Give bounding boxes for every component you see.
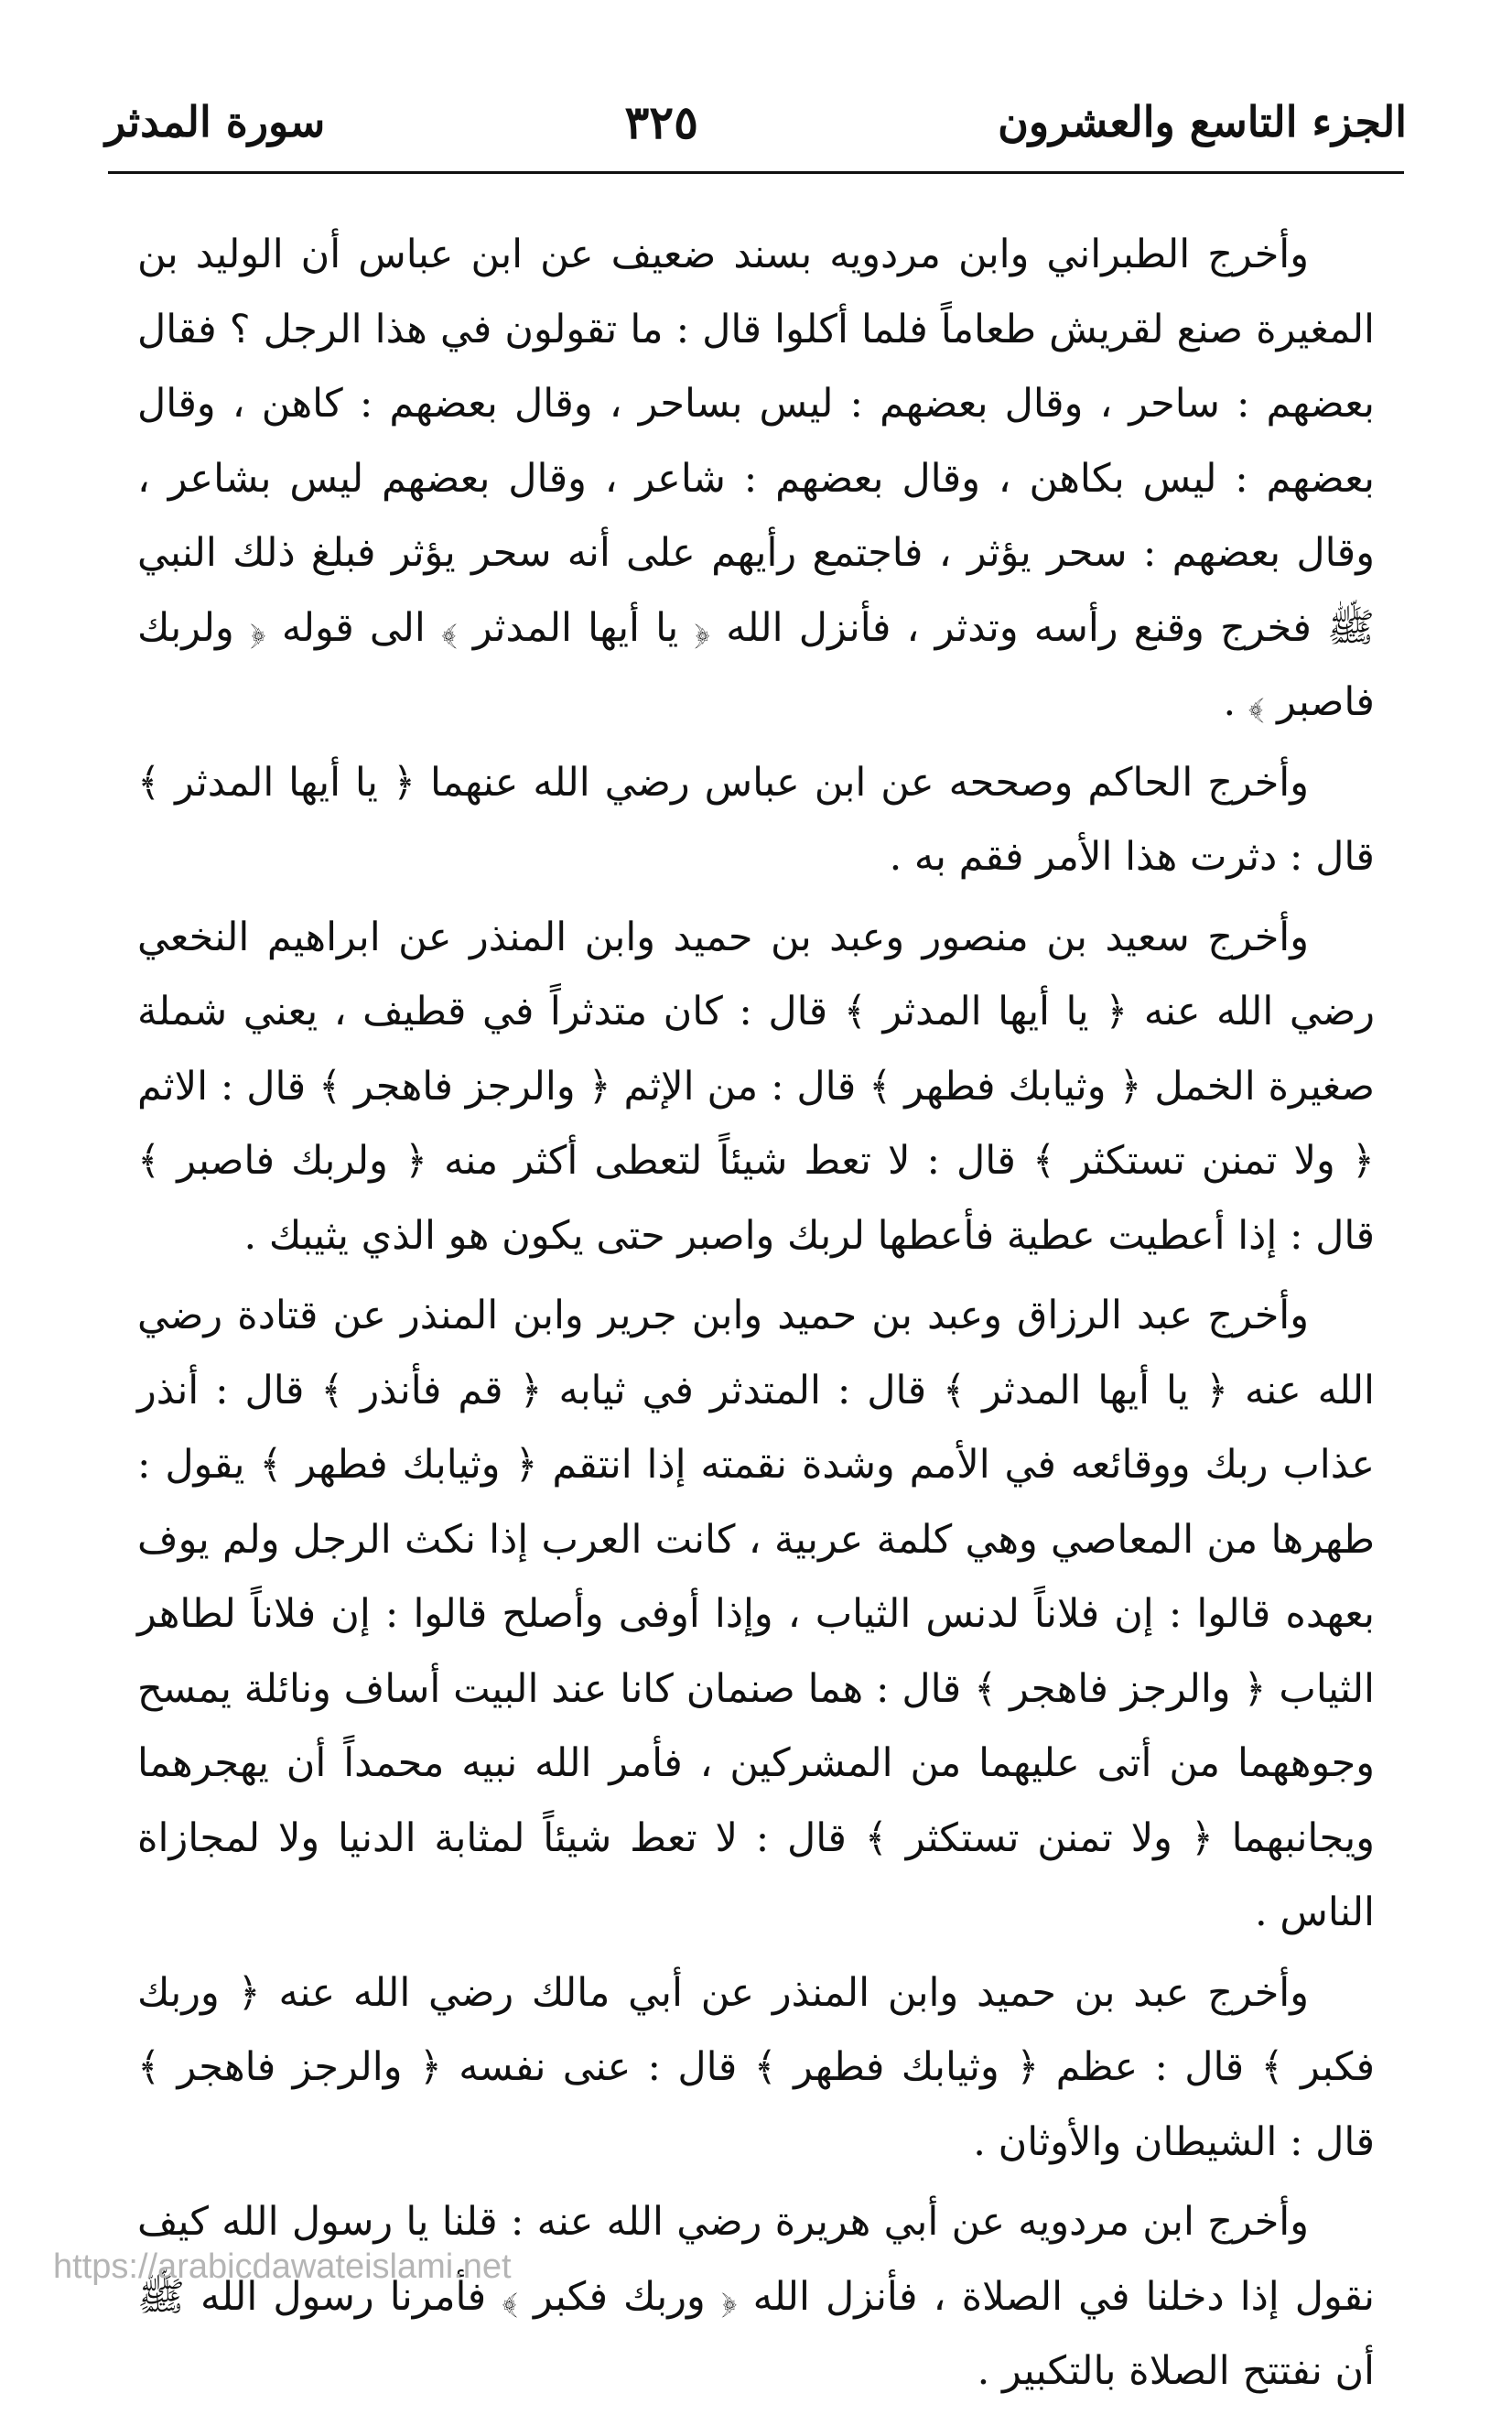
paragraph: وأخرج سعيد بن منصور وعبد بن حميد وابن المنذر عن ابراهيم النخعي رضي الله عنه ﴿ يا أيها المدثر ﴾ قال : كان متدثراً في قطيف ، يعني شملة صغيرة الخمل ﴿ وثيابك فطهر ﴾ قال : من الإثم ﴿ والرجز فاهجر ﴾ قال : الاثم ﴿ ولا تمنن تستكثر ﴾ قال : لا تعط شيئاً لتعطى أكثر منه ﴿ ولربك فاصبر ﴾ قال : إذا أعطيت عطية فأعطها لربك واصبر حتى يكون هو الذي يثيبك .	[137, 914, 1375, 1259]
page-header	[105, 81, 1407, 163]
juz-title: الجزء التاسع والعشرون	[998, 97, 1407, 146]
paragraph: وأخرج الحاكم وصححه عن ابن عباس رضي الله عنهما ﴿ يا أيها المدثر ﴾ قال : دثرت هذا الأمر فقم به .	[137, 759, 1375, 880]
paragraph: وأخرج عبد الرزاق وعبد بن حميد وابن جرير وابن المنذر عن قتادة رضي الله عنه ﴿ يا أيها المدثر ﴾ قال : المتدثر في ثيابه ﴿ قم فأنذر ﴾ قال : أنذر عذاب ربك ووقائعه في الأمم وشدة نقمته إذا انتقم ﴿ وثيابك فطهر ﴾ يقول : طهرها من المعاصي وهي كلمة عربية ، كانت العرب إذا نكث الرجل ولم يوف بعهده قالوا : إن فلاناً لدنس الثياب ، وإذا أوفى وأصلح قالوا : إن فلاناً لطاهر الثياب ﴿ والرجز فاهجر ﴾ قال : هما صنمان كانا عند البيت أساف ونائلة يمسح وجوههما من أتى عليهما من المشركين ، فأمر الله نبيه محمداً أن يهجرهما ويجانبهما ﴿ ولا تمنن تستكثر ﴾ قال : لا تعط شيئاً لمثابة الدنيا ولا لمجازاة الناس .	[137, 1293, 1375, 1935]
page-number: ٣٢٥	[624, 94, 699, 149]
watermark-url: https://arabicdawateislami.net	[53, 2247, 512, 2286]
page-body	[137, 218, 1375, 2415]
surah-title: سورة المدثر	[105, 97, 326, 146]
paragraph: وأخرج عبد بن حميد وابن المنذر عن أبي مالك رضي الله عنه ﴿ وربك فكبر ﴾ قال : عظم ﴿ وثيابك فطهر ﴾ قال : عنى نفسه ﴿ والرجز فاهجر ﴾ قال : الشيطان والأوثان .	[137, 1969, 1375, 2165]
paragraph: وأخرج ابن مردويه عن أبي هريرة رضي الله عنه : قلنا يا رسول الله كيف نقول إذا دخلنا في الصلاة ، فأنزل الله ﴿ وربك فكبر ﴾ فأمرنا رسول الله ﷺ أن نفتتح الصلاة بالتكبير .	[137, 2199, 1375, 2394]
paragraph: وأخرج الطبراني وابن مردويه بسند ضعيف عن ابن عباس أن الوليد بن المغيرة صنع لقريش طعاماً فلما أكلوا قال : ما تقولون في هذا الرجل ؟ فقال بعضهم : ساحر ، وقال بعضهم : ليس بساحر ، وقال بعضهم : كاهن ، وقال بعضهم : ليس بكاهن ، وقال بعضهم : شاعر ، وقال بعضهم ليس بشاعر ، وقال بعضهم : سحر يؤثر ، فاجتمع رأيهم على أنه سحر يؤثر فبلغ ذلك النبي ﷺ فخرج وقنع رأسه وتدثر ، فأنزل الله ﴿ يا أيها المدثر ﴾ الى قوله ﴿ ولربك فاصبر ﴾ .	[137, 232, 1375, 725]
header-rule	[108, 171, 1404, 174]
